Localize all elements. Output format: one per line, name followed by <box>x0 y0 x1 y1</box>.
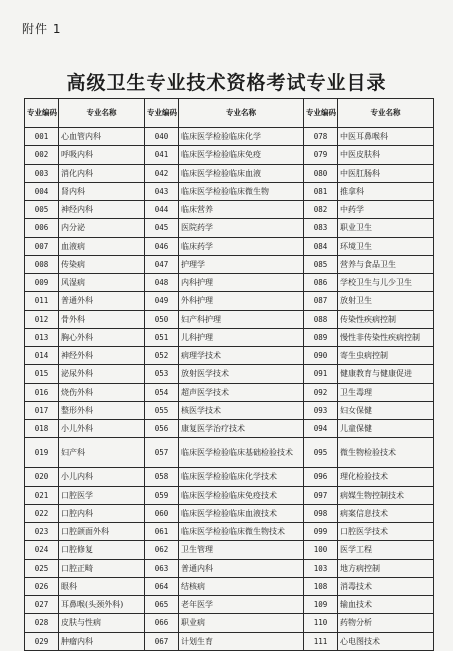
specialty-code: 029 <box>25 632 59 650</box>
specialty-name: 呼吸内科 <box>59 146 145 164</box>
specialty-code: 025 <box>25 559 59 577</box>
specialty-name: 卫生管理 <box>179 541 304 559</box>
table-row <box>25 559 434 577</box>
specialty-code: 004 <box>25 182 59 200</box>
specialty-code: 044 <box>145 201 179 219</box>
specialty-code: 027 <box>25 596 59 614</box>
specialty-name: 临床医学检验临床化学技术 <box>179 468 304 486</box>
specialty-name: 口腔医学技术 <box>338 523 434 541</box>
table-row <box>25 486 434 504</box>
specialty-name: 骨外科 <box>59 310 145 328</box>
specialty-name: 职业卫生 <box>338 219 434 237</box>
specialty-code: 015 <box>25 365 59 383</box>
specialty-code: 018 <box>25 420 59 438</box>
specialty-code: 087 <box>304 292 338 310</box>
specialty-code: 006 <box>25 219 59 237</box>
specialty-name: 理化检验技术 <box>338 468 434 486</box>
specialty-name: 口腔正畸 <box>59 559 145 577</box>
specialty-code: 081 <box>304 182 338 200</box>
table-row <box>25 328 434 346</box>
specialty-name: 放射卫生 <box>338 292 434 310</box>
specialty-code: 053 <box>145 365 179 383</box>
table-row <box>25 420 434 438</box>
specialty-code: 065 <box>145 596 179 614</box>
specialty-code: 059 <box>145 486 179 504</box>
specialty-name: 护理学 <box>179 255 304 273</box>
specialty-name: 耳鼻喉(头颈外科) <box>59 596 145 614</box>
specialty-name: 超声医学技术 <box>179 383 304 401</box>
table-row <box>25 541 434 559</box>
header-name: 专业名称 <box>179 99 304 128</box>
specialty-code: 066 <box>145 614 179 632</box>
specialty-code: 005 <box>25 201 59 219</box>
specialty-code: 111 <box>304 632 338 650</box>
specialty-code: 055 <box>145 401 179 419</box>
specialty-name: 病媒生物控制技术 <box>338 486 434 504</box>
specialty-code: 088 <box>304 310 338 328</box>
specialty-code: 080 <box>304 164 338 182</box>
specialty-code: 095 <box>304 438 338 468</box>
specialty-code: 109 <box>304 596 338 614</box>
specialty-code: 084 <box>304 237 338 255</box>
specialty-name: 传染病 <box>59 255 145 273</box>
specialty-name: 医学工程 <box>338 541 434 559</box>
specialty-code: 011 <box>25 292 59 310</box>
specialty-code: 078 <box>304 128 338 146</box>
table-row <box>25 219 434 237</box>
specialty-name: 临床医学检验临床微生物技术 <box>179 523 304 541</box>
specialty-name: 口腔修复 <box>59 541 145 559</box>
specialty-name: 学校卫生与儿少卫生 <box>338 274 434 292</box>
table-row <box>25 164 434 182</box>
specialty-code: 040 <box>145 128 179 146</box>
specialty-code: 046 <box>145 237 179 255</box>
specialty-name: 心电图技术 <box>338 632 434 650</box>
specialty-code: 089 <box>304 328 338 346</box>
specialty-code: 061 <box>145 523 179 541</box>
table-row <box>25 596 434 614</box>
specialty-code: 096 <box>304 468 338 486</box>
table-row <box>25 201 434 219</box>
table-row <box>25 310 434 328</box>
specialty-name: 计划生育 <box>179 632 304 650</box>
specialty-code: 067 <box>145 632 179 650</box>
specialty-name: 妇女保健 <box>338 401 434 419</box>
specialty-code: 108 <box>304 577 338 595</box>
specialty-name: 风湿病 <box>59 274 145 292</box>
specialty-code: 013 <box>25 328 59 346</box>
specialty-code: 051 <box>145 328 179 346</box>
specialty-name: 医院药学 <box>179 219 304 237</box>
table-row <box>25 182 434 200</box>
specialty-code: 083 <box>304 219 338 237</box>
header-name: 专业名称 <box>59 99 145 128</box>
specialty-name: 地方病控制 <box>338 559 434 577</box>
header-name: 专业名称 <box>338 99 434 128</box>
specialty-code: 103 <box>304 559 338 577</box>
table-row <box>25 632 434 650</box>
specialty-code: 062 <box>145 541 179 559</box>
specialty-code: 092 <box>304 383 338 401</box>
specialty-name: 儿童保健 <box>338 420 434 438</box>
specialty-code: 054 <box>145 383 179 401</box>
specialty-code: 042 <box>145 164 179 182</box>
table-row <box>25 255 434 273</box>
specialty-name: 临床医学检验临床血液技术 <box>179 504 304 522</box>
specialty-name: 环境卫生 <box>338 237 434 255</box>
specialty-code: 017 <box>25 401 59 419</box>
specialty-name: 临床医学检验临床免疫技术 <box>179 486 304 504</box>
specialty-name: 健康教育与健康促进 <box>338 365 434 383</box>
specialty-name: 外科护理 <box>179 292 304 310</box>
table-row <box>25 128 434 146</box>
specialty-name: 职业病 <box>179 614 304 632</box>
specialty-code: 098 <box>304 504 338 522</box>
specialty-name: 中医耳鼻喉科 <box>338 128 434 146</box>
specialty-name: 普通外科 <box>59 292 145 310</box>
specialty-name: 微生物检验技术 <box>338 438 434 468</box>
specialty-code: 022 <box>25 504 59 522</box>
specialty-name: 内科护理 <box>179 274 304 292</box>
specialty-name: 泌尿外科 <box>59 365 145 383</box>
specialty-name: 血液病 <box>59 237 145 255</box>
specialty-name: 临床医学检验临床微生物 <box>179 182 304 200</box>
table-row <box>25 577 434 595</box>
header-code: 专业编码 <box>25 99 59 128</box>
specialty-name: 消毒技术 <box>338 577 434 595</box>
specialty-code: 094 <box>304 420 338 438</box>
specialty-name: 口腔颌面外科 <box>59 523 145 541</box>
specialty-code: 002 <box>25 146 59 164</box>
table-row <box>25 523 434 541</box>
specialty-name: 传染性疾病控制 <box>338 310 434 328</box>
table-row <box>25 614 434 632</box>
table-row <box>25 383 434 401</box>
specialty-code: 086 <box>304 274 338 292</box>
specialty-code: 093 <box>304 401 338 419</box>
table-row <box>25 347 434 365</box>
specialty-code: 050 <box>145 310 179 328</box>
specialty-code: 014 <box>25 347 59 365</box>
specialty-name: 输血技术 <box>338 596 434 614</box>
specialty-name: 肿瘤内科 <box>59 632 145 650</box>
specialty-name: 胸心外科 <box>59 328 145 346</box>
specialty-code: 045 <box>145 219 179 237</box>
specialty-name: 老年医学 <box>179 596 304 614</box>
table-row <box>25 146 434 164</box>
specialty-name: 口腔内科 <box>59 504 145 522</box>
specialty-name: 中药学 <box>338 201 434 219</box>
specialty-name: 妇产科护理 <box>179 310 304 328</box>
specialty-name: 中医肛肠科 <box>338 164 434 182</box>
specialty-code: 063 <box>145 559 179 577</box>
specialty-code: 082 <box>304 201 338 219</box>
specialty-name: 营养与食品卫生 <box>338 255 434 273</box>
specialty-code: 028 <box>25 614 59 632</box>
specialty-name: 皮肤与性病 <box>59 614 145 632</box>
specialty-code: 012 <box>25 310 59 328</box>
specialty-name: 临床医学检验临床化学 <box>179 128 304 146</box>
table-row <box>25 292 434 310</box>
specialty-code: 023 <box>25 523 59 541</box>
table-row <box>25 274 434 292</box>
specialty-code: 041 <box>145 146 179 164</box>
table-row <box>25 401 434 419</box>
specialty-code: 110 <box>304 614 338 632</box>
specialty-code: 049 <box>145 292 179 310</box>
table-header-row <box>25 99 434 128</box>
specialty-code: 052 <box>145 347 179 365</box>
specialty-name: 放射医学技术 <box>179 365 304 383</box>
specialty-name: 中医皮肤科 <box>338 146 434 164</box>
header-code: 专业编码 <box>145 99 179 128</box>
specialty-name: 普通内科 <box>179 559 304 577</box>
specialty-code: 090 <box>304 347 338 365</box>
specialty-name: 卫生毒理 <box>338 383 434 401</box>
specialty-name: 口腔医学 <box>59 486 145 504</box>
specialty-name: 病理学技术 <box>179 347 304 365</box>
specialty-name: 肾内科 <box>59 182 145 200</box>
specialty-code: 091 <box>304 365 338 383</box>
specialty-code: 020 <box>25 468 59 486</box>
specialty-name: 小儿外科 <box>59 420 145 438</box>
specialty-code: 019 <box>25 438 59 468</box>
header-code: 专业编码 <box>304 99 338 128</box>
specialty-name: 病案信息技术 <box>338 504 434 522</box>
specialty-code: 085 <box>304 255 338 273</box>
specialty-name: 临床营养 <box>179 201 304 219</box>
specialty-code: 047 <box>145 255 179 273</box>
specialty-name: 整形外科 <box>59 401 145 419</box>
specialty-name: 康复医学治疗技术 <box>179 420 304 438</box>
table-row <box>25 365 434 383</box>
specialty-name: 神经外科 <box>59 347 145 365</box>
specialty-name: 烧伤外科 <box>59 383 145 401</box>
specialty-name: 慢性非传染性疾病控制 <box>338 328 434 346</box>
table-row <box>25 468 434 486</box>
page-title: 高级卫生专业技术资格考试专业目录 <box>66 72 387 94</box>
table-row <box>25 438 434 468</box>
specialty-name: 临床医学检验临床基础检验技术 <box>179 438 304 468</box>
specialty-code: 026 <box>25 577 59 595</box>
specialty-name: 寄生虫病控制 <box>338 347 434 365</box>
specialty-code: 064 <box>145 577 179 595</box>
specialty-name: 眼科 <box>59 577 145 595</box>
specialty-code: 021 <box>25 486 59 504</box>
specialty-name: 儿科护理 <box>179 328 304 346</box>
specialty-code: 001 <box>25 128 59 146</box>
specialty-name: 药物分析 <box>338 614 434 632</box>
specialty-code: 043 <box>145 182 179 200</box>
specialty-code: 016 <box>25 383 59 401</box>
specialty-name: 小儿内科 <box>59 468 145 486</box>
table-row <box>25 237 434 255</box>
specialty-code: 056 <box>145 420 179 438</box>
attachment-label: 附件 1 <box>22 22 62 36</box>
specialty-code: 008 <box>25 255 59 273</box>
specialty-name: 神经内科 <box>59 201 145 219</box>
specialty-code: 024 <box>25 541 59 559</box>
specialty-name: 消化内科 <box>59 164 145 182</box>
specialty-code: 048 <box>145 274 179 292</box>
specialty-code: 009 <box>25 274 59 292</box>
specialty-name: 结核病 <box>179 577 304 595</box>
specialty-catalog-table <box>24 98 434 651</box>
specialty-name: 核医学技术 <box>179 401 304 419</box>
specialty-code: 058 <box>145 468 179 486</box>
specialty-code: 100 <box>304 541 338 559</box>
specialty-name: 推拿科 <box>338 182 434 200</box>
specialty-name: 妇产科 <box>59 438 145 468</box>
specialty-code: 060 <box>145 504 179 522</box>
specialty-name: 临床药学 <box>179 237 304 255</box>
specialty-code: 007 <box>25 237 59 255</box>
specialty-name: 内分泌 <box>59 219 145 237</box>
specialty-code: 057 <box>145 438 179 468</box>
specialty-name: 临床医学检验临床免疫 <box>179 146 304 164</box>
specialty-code: 099 <box>304 523 338 541</box>
table-row <box>25 504 434 522</box>
specialty-name: 心血管内科 <box>59 128 145 146</box>
specialty-code: 079 <box>304 146 338 164</box>
specialty-code: 003 <box>25 164 59 182</box>
specialty-name: 临床医学检验临床血液 <box>179 164 304 182</box>
specialty-code: 097 <box>304 486 338 504</box>
